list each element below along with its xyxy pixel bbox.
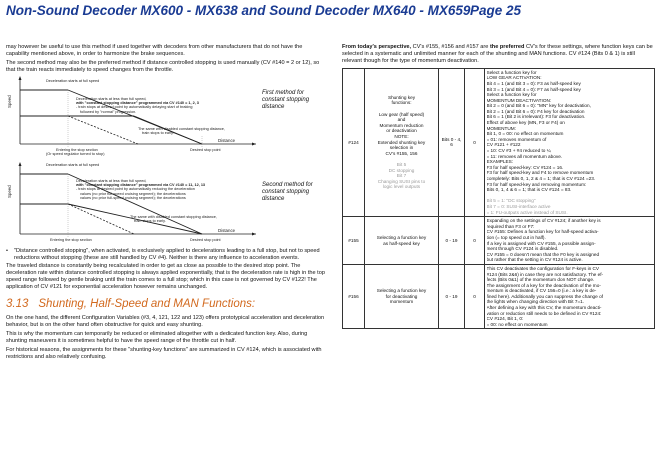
diagram-label: Deceleration starts at less than full speed, xyxy=(76,178,147,183)
cv-detail-cell xyxy=(485,68,655,216)
detail-line: mentum is deactivated, if CV 156=0 (i.e.: a key is de- xyxy=(486,288,597,294)
diagram-label: The same with disabled constant stopping distance, xyxy=(138,126,225,131)
diagram-label: Deceleration starts at full speed xyxy=(46,78,100,83)
axis-x-label: Distance xyxy=(218,137,236,143)
section-title: Shunting, Half-Speed and MAN Functions: xyxy=(38,298,256,311)
diagram-label: Deceleration starts at less than full speed, xyxy=(76,96,147,101)
detail-line: If a key is assigned with CV #155, a possible assign- xyxy=(486,240,596,246)
cv-range-cell: 0 - 19 xyxy=(439,217,465,265)
detail-line: Bit 6 = 1 (Bit 2 is irrelevant): F3 for deactivation. xyxy=(486,114,586,120)
cv-number-cell: #156 xyxy=(343,264,365,329)
paragraph: For historical reasons, the assignments for these "shunting-key functions" are summarized in CV #124, which is associated with restrictions and also relatively confusing. xyxy=(6,346,322,360)
description-line: Extended shunting key xyxy=(377,139,426,145)
diagram-label: with "constant stopping distance" programmed via CV #140 = 1, 2, 3 xyxy=(76,101,199,106)
cv-default-cell: 0 xyxy=(465,217,485,265)
paragraph: This is why the momentum can temporarily be reduced or eliminated altogether with a dedicated function key. Also, during shunting maneuvers it is sometimes helpful to have the speed range of the throttle cut in half. xyxy=(6,330,308,344)
intro-text: CV's for these settings, where function keys can be selected in a systematic and unlimited manner for each of the shunting and MAN functions. CV #124 (Bits 0 & 1) is still relevant though for the type of momentum deactivation. xyxy=(342,44,653,64)
detail-line: fined here). Additionally you can suppress the change of xyxy=(486,293,603,299)
detail-line: CV #155 = 0 doesn't mean that the F0 key is assigned xyxy=(486,251,600,257)
paragraph: The second method may also be the preferred method if distance controlled stopping is used manually (CV #140 = 2 or 12), so that the train reacts immediately to speed changes from the throttle. xyxy=(6,59,320,73)
diagram-label: Entering the stop section xyxy=(56,147,98,152)
diagram-label: Desired stop point xyxy=(190,237,221,242)
table-row xyxy=(343,217,655,265)
paragraph: may however be useful to use this method if used together with decoders from other manufacturers that do not have the capability mentioned above, in order to harmonize the brake sequences. xyxy=(6,44,303,57)
detail-line: tion (= top speed cut in half). xyxy=(486,234,546,240)
description-line: for deactivating xyxy=(385,293,418,299)
detail-line: CV #121 + #122 xyxy=(486,142,521,148)
detail-line: MOMENTUM DEACTIVATION: xyxy=(486,97,552,103)
detail-line: CV #124, Bit 1, 0: xyxy=(486,316,524,322)
description-line: Momentum reduction xyxy=(379,122,424,128)
detail-line: #124 (Bits 2&6) in case they are not satisfactory. The ef- xyxy=(486,271,604,277)
detail-line: the lights when changing direction with Bit 7=1. xyxy=(486,299,585,305)
description-line: and xyxy=(397,117,406,123)
page-header xyxy=(0,0,660,22)
diagram-label: values (no prior full-speed cruising segment); the decelerations xyxy=(80,191,186,196)
page-title: Non-Sound Decoder MX600 - MX638 and Sound Decoder MX640 - MX659 xyxy=(6,3,471,18)
diagram-label: The same with disabled constant stopping distance, xyxy=(130,214,217,219)
description-line: or deactivation xyxy=(386,128,417,134)
cv-description-cell xyxy=(365,264,439,329)
cv-detail-cell xyxy=(485,264,655,329)
diagram-caption: First method for constant stopping distance xyxy=(262,89,310,111)
description-line: Low gear (half speed) xyxy=(378,111,425,117)
diagram-label: Deceleration starts at full speed xyxy=(46,162,100,167)
description-line: DC stopping xyxy=(388,167,415,173)
cv-default-cell: 0 xyxy=(465,68,485,216)
diagram-label: values (no prior full-speed cruising segment); the decelerations xyxy=(80,196,186,201)
diagram-caption: Second method for constant stopping distance xyxy=(262,181,313,203)
detail-line: = 00: no effect on momentum xyxy=(486,321,548,327)
description-line: Shunting key xyxy=(387,94,416,100)
diagram-label: Entering the stop section xyxy=(50,237,92,242)
detail-line: = 01: removes momentum of xyxy=(486,136,547,142)
bullet-paragraph xyxy=(6,248,326,262)
stopping-diagram-2 xyxy=(6,162,326,246)
detail-line: Effect of above key (MN, F3 or F4) on xyxy=(486,120,565,126)
diagram-label: train stops to early. xyxy=(134,219,166,224)
description-line: Selecting a function key xyxy=(376,234,427,240)
description-line: momentum xyxy=(389,299,414,305)
detail-line: After defining a key with this CV, the momentum deacti- xyxy=(486,305,602,311)
cv-number-cell: #155 xyxy=(343,217,365,265)
axis-y-label: Speed xyxy=(7,184,12,198)
detail-line: The assignment of a key for the deactivation of the mo- xyxy=(486,282,601,288)
detail-line: Select a function key for xyxy=(486,92,537,98)
detail-line: vation or reduction still needs to be defined in CV #124: xyxy=(486,310,602,316)
diagram-label: train stops to early. xyxy=(142,131,174,136)
axis-y-label: Speed xyxy=(7,94,12,108)
detail-line: Bit 2 = 0 (and Bit 6 = 0): "MN" key for deactivation, xyxy=(486,103,591,109)
section-number: 3.13 xyxy=(6,298,29,311)
detail-line: Bits 0, 1, 4 & 6 = 1; that is CV #124 = 83. xyxy=(486,187,572,193)
description-line: Bit 5 xyxy=(396,162,407,168)
diagram-label: - train stops at desired point by automatically reducing the deceleration xyxy=(76,187,195,192)
detail-line: ment through CV #124 is disabled. xyxy=(486,246,559,252)
detail-line: Expanding on the settings of CV #124; if another key is xyxy=(486,218,601,224)
description-line: selection in xyxy=(389,145,414,151)
detail-line: Bit 7 = 0: SUSI-interface active xyxy=(486,203,551,209)
section-heading xyxy=(6,298,326,311)
page-number: Page 25 xyxy=(470,3,522,18)
detail-line: required than F3 or F7: xyxy=(486,223,535,229)
description-line: Changing SUSI pins to xyxy=(377,178,426,184)
detail-line: Select a function key for xyxy=(486,69,537,75)
paragraph: The traveled distance is constantly being recalculated in order to get as close as possible to the desired stop point. The deceleration rate within distance controlled stopping is always applied exponentially, that is the deceleration rate is high in the top speed range followed by gentle braking until the train comes to a full stop; which in this case is not governed by CV #122! The application of CV #121 for exponential acceleration however remains unchanged. xyxy=(6,263,325,291)
detail-line: F3 for half speed-key and removing momentum: xyxy=(486,181,587,187)
axis-x-label: Distance xyxy=(218,227,236,233)
diagram-label: - train stops at desired point by automatically delaying start of braking xyxy=(76,105,193,110)
detail-line: completely: Bits 0, 1, 2 & 4 = 1; that is CV #124 =23. xyxy=(486,176,596,181)
detail-line: = 1: FU-outputs active instead of SUSI. xyxy=(486,209,568,215)
intro-bold: From today's perspective, xyxy=(342,44,412,50)
cv-range-cell: 0 - 19 xyxy=(439,264,465,329)
detail-line: Bit 5 = 1: "DC stopping" xyxy=(486,198,536,204)
detail-line: This CV deactivates the configuration for F-keys in CV xyxy=(486,265,600,271)
description-line: NOTE: xyxy=(394,134,409,140)
cv-default-cell: 0 xyxy=(465,264,485,329)
detail-line: LOW GEAR ACTIVATION: xyxy=(486,75,542,81)
description-line: Selecting a function key xyxy=(376,288,427,294)
detail-line: F3 for half speed-key and F4 to remove momentum xyxy=(486,170,594,176)
intro-paragraph xyxy=(342,44,656,65)
cv-description-cell xyxy=(365,217,439,265)
left-column xyxy=(6,44,326,363)
cv-detail-cell xyxy=(485,217,655,265)
table-row xyxy=(343,264,655,329)
description-line: as half-speed key xyxy=(383,240,420,246)
detail-line: = 10: CV #3 + #4 reduced to ¼ xyxy=(486,148,551,154)
description-line: logic level outputs xyxy=(382,184,421,190)
diagram-label: followed by "normal" progression. xyxy=(80,109,137,114)
cv-range-cell: Bits 0 - 4, 6 xyxy=(439,68,465,216)
detail-line: Bit 2 = 1 (and Bit 6 = 0): F4 key for deactivation xyxy=(486,108,585,114)
table-row xyxy=(343,68,655,216)
detail-line: CV #155: Defines a function key for half-speed activa- xyxy=(486,229,599,235)
cv-description-cell xyxy=(365,68,439,216)
detail-line: Bit 3 = 1 (and Bit 4 = 0): F7 as half-speed key xyxy=(486,86,581,92)
detail-line: = 11: removes all momentum above. xyxy=(486,153,563,159)
detail-line: fects (Bits 0&1) of the momentum don NOT change. xyxy=(486,277,595,283)
paragraph: On the one hand, the different Configuration Variables (#3, 4, 121, 122 and 123) offers prototypical acceleration and deceleration behavior, but is on the other hand often obstructive for quick and easy shunting. xyxy=(6,315,325,328)
cv-table-body xyxy=(343,68,655,329)
diagram-1-graphic xyxy=(6,76,262,160)
diagram-label: Desired stop point xyxy=(190,147,221,152)
description-line: Bit 7 xyxy=(396,173,407,179)
cv-table xyxy=(342,68,655,330)
detail-line: Bit 4 = 1 (and Bit 3 = 0): F3 as half-speed key xyxy=(486,80,581,86)
detail-line: MOMENTUM: xyxy=(486,125,516,131)
cv-number-cell: #124 xyxy=(343,68,365,216)
right-column xyxy=(342,44,656,329)
detail-line: F3 for half speed-key: CV #124 = 16. xyxy=(486,164,564,170)
detail-line: but rather that the setting in CV #124 is active. xyxy=(486,257,583,263)
detail-line: EXAMPLES: xyxy=(486,159,514,165)
bullet-glyph: • xyxy=(6,247,8,254)
intro-text: CV's #155, #156 and #157 are xyxy=(411,44,490,50)
diagram-label: with "constant stopping distance" programmed via CV #140 = 11, 12, 13 xyxy=(76,183,206,188)
bullet-text: "Distance controlled stopping", when activated, is exclusively applied to decelerations leading to a full stop, but not to speed reductions without stopping (these are still handled by CV #4). Neither is there any influence to acceleration events. xyxy=(14,247,320,261)
diagram-label: (Or speed regulator turned to stop) xyxy=(46,152,105,157)
detail-line: Bit 1, 0 = 00: no effect on momentum xyxy=(486,131,564,137)
description-line: functions: xyxy=(391,100,412,106)
stopping-diagram-1 xyxy=(6,76,326,160)
description-line: CV's #155, 156 xyxy=(385,150,418,156)
intro-bold: the preferred xyxy=(489,44,525,50)
